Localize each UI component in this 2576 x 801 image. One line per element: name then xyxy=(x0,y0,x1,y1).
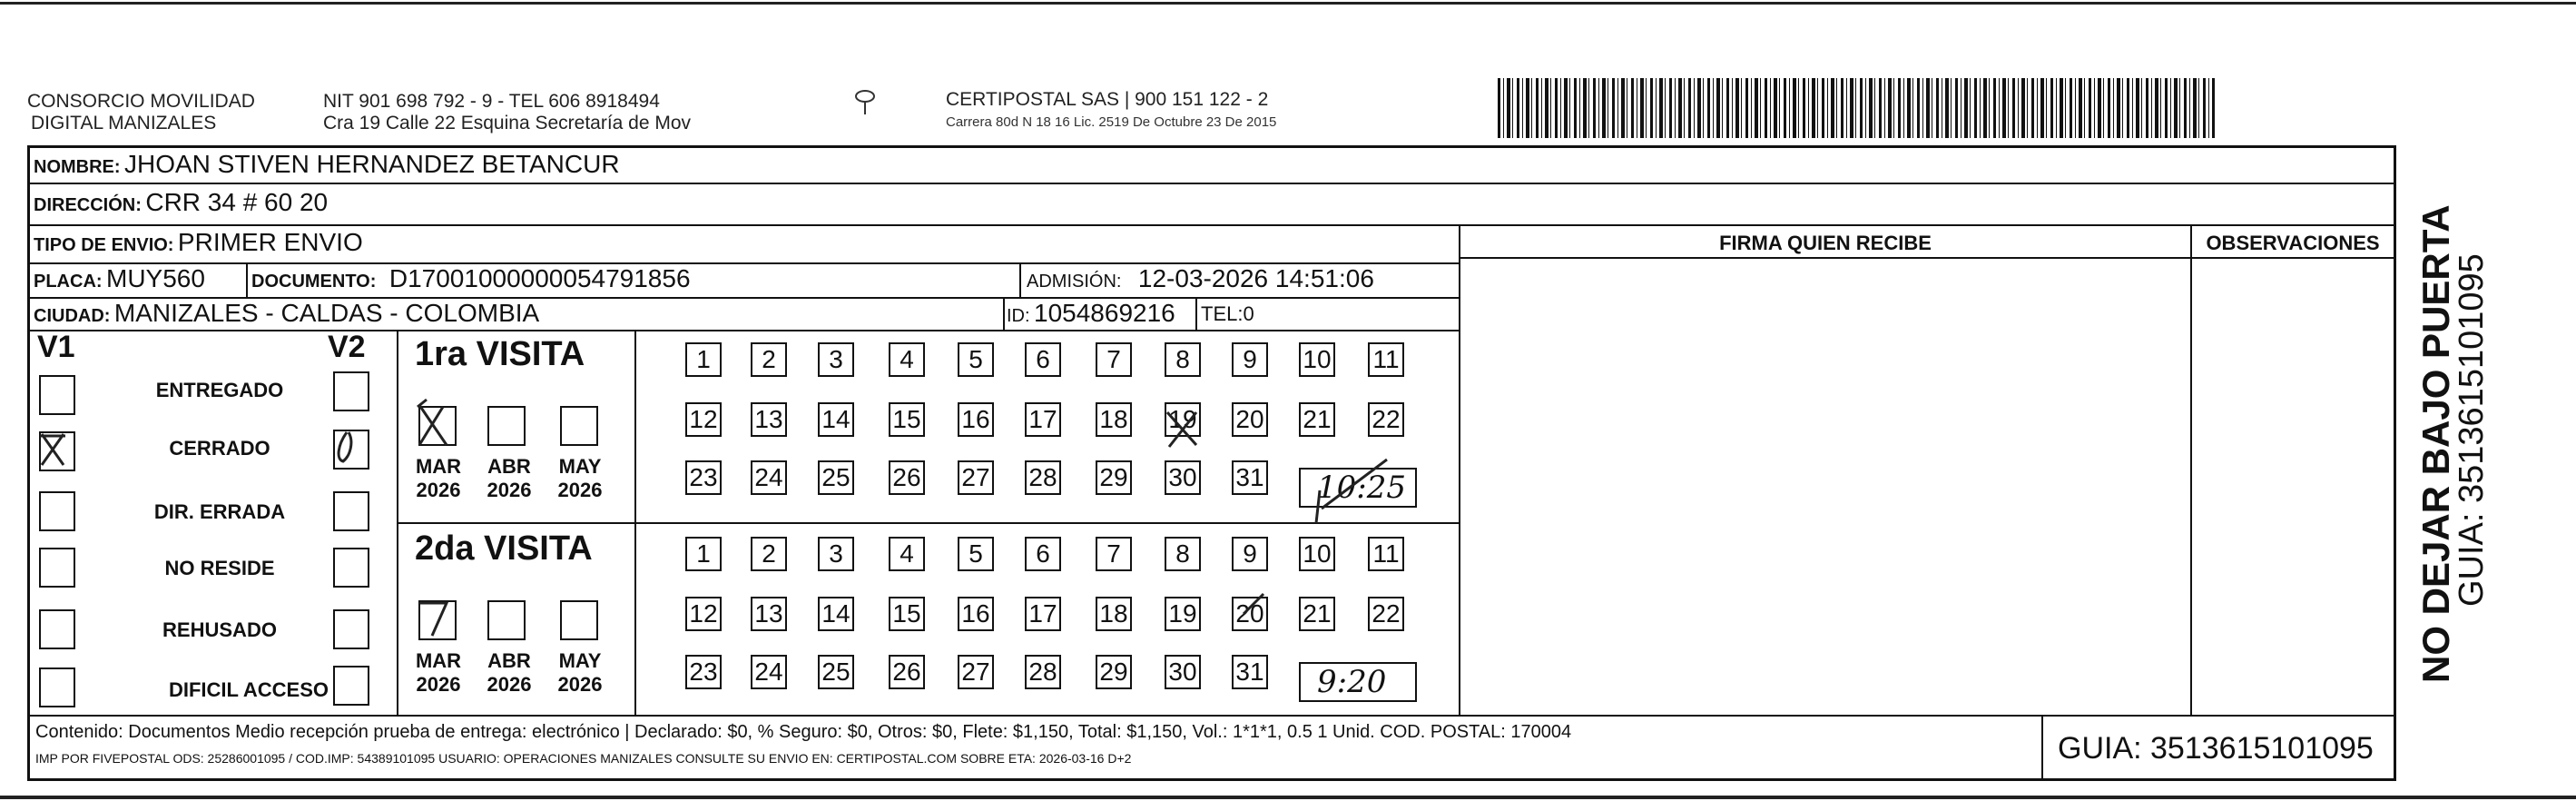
second-visit-day-1-3[interactable]: 3 xyxy=(818,537,854,571)
first-visit-time-handwritten[interactable]: 10:25 xyxy=(1299,468,1417,508)
first-visit-day-1-4[interactable]: 4 xyxy=(889,342,925,377)
carrier-address: Carrera 80d N 18 16 Lic. 2519 De Octubre 23 De 2015 xyxy=(946,114,1277,130)
signature-area[interactable] xyxy=(1460,259,2190,713)
tel-field: TEL:0 xyxy=(1201,302,1254,325)
first-visit-day-3-3[interactable]: 25 xyxy=(818,460,854,495)
v1-entregado-checkbox[interactable] xyxy=(39,375,75,415)
v1-dificil-acceso-checkbox[interactable] xyxy=(39,668,75,707)
admision-value: 12-03-2026 14:51:06 xyxy=(1137,264,1374,292)
direccion-row: DIRECCIÓN: CRR 34 # 60 20 xyxy=(34,188,329,216)
first-visit-day-1-2[interactable]: 2 xyxy=(751,342,787,377)
second-visit-day-3-6[interactable]: 28 xyxy=(1025,655,1061,689)
ciudad-field: CIUDAD: MANIZALES - CALDAS - COLOMBIA xyxy=(34,299,540,327)
second-visit-day-2-10[interactable]: 21 xyxy=(1299,597,1335,631)
second-visit-day-2-6[interactable]: 17 xyxy=(1025,597,1061,631)
second-visit-day-3-8[interactable]: 30 xyxy=(1165,655,1201,689)
first-visit-day-1-3[interactable]: 3 xyxy=(818,342,854,377)
second-visit-day-2-4[interactable]: 15 xyxy=(889,597,925,631)
ciudad-value: MANIZALES - CALDAS - COLOMBIA xyxy=(113,299,540,327)
status-entregado: ENTREGADO xyxy=(155,379,284,401)
v2-dificil-acceso-checkbox[interactable] xyxy=(333,666,369,706)
observaciones-area[interactable] xyxy=(2192,259,2394,713)
tel-value: 0 xyxy=(1243,302,1254,325)
carrier-name: CERTIPOSTAL SAS | 900 151 122 - 2 xyxy=(946,89,1269,110)
first-visit-abr-checkbox[interactable] xyxy=(487,406,526,446)
no-dejar-bajo-puerta-text: NO DEJAR BAJO PUERTA xyxy=(2414,204,2457,683)
address-line: Cra 19 Calle 22 Esquina Secretaría de Mov xyxy=(323,113,692,134)
contenido-text: Contenido: Documentos Medio recepción prueba de entrega: electrónico | Declarado: $0, % Seguro: $0, Otros: $0, Flete: $1,150, Total: $1,150, Vol.: 1*1*1, 0.5 1 Unid. COD. POSTAL: 170004 xyxy=(35,722,1572,742)
first-visit-may-checkbox[interactable] xyxy=(560,406,598,446)
first-visit-may-label: MAY 2026 xyxy=(557,455,603,501)
first-visit-day-1-11[interactable]: 11 xyxy=(1368,342,1404,377)
status-no-reside: NO RESIDE xyxy=(164,557,275,579)
first-visit-day-2-6[interactable]: 17 xyxy=(1025,402,1061,437)
status-rehusado: REHUSADO xyxy=(162,618,277,641)
first-visit-title: 1ra VISITA xyxy=(415,335,585,373)
second-visit-day-2-11[interactable]: 22 xyxy=(1368,597,1404,631)
nombre-row: NOMBRE: JHOAN STIVEN HERNANDEZ BETANCUR xyxy=(34,150,620,178)
first-visit-day-1-6[interactable]: 6 xyxy=(1025,342,1061,377)
id-value: 1054869216 xyxy=(1034,299,1175,327)
first-visit-day-1-5[interactable]: 5 xyxy=(958,342,994,377)
second-visit-day-3-4[interactable]: 26 xyxy=(889,655,925,689)
second-visit-day-2-7[interactable]: 18 xyxy=(1096,597,1132,631)
barcode xyxy=(1498,78,2215,138)
second-visit-day-3-5[interactable]: 27 xyxy=(958,655,994,689)
second-visit-day-3-2[interactable]: 24 xyxy=(751,655,787,689)
second-visit-day-1-5[interactable]: 5 xyxy=(958,537,994,571)
first-visit-day-3-7[interactable]: 29 xyxy=(1096,460,1132,495)
second-visit-day-2-3[interactable]: 14 xyxy=(818,597,854,631)
placa-field: PLACA: MUY560 xyxy=(34,264,205,292)
second-visit-time-handwritten[interactable]: 9:20 xyxy=(1299,662,1417,702)
v2-dir-errada-checkbox[interactable] xyxy=(333,491,369,531)
first-visit-day-2-2[interactable]: 13 xyxy=(751,402,787,437)
second-visit-day-1-4[interactable]: 4 xyxy=(889,537,925,571)
v1-cerrado-checkbox[interactable] xyxy=(39,431,75,471)
v2-label: V2 xyxy=(328,330,366,364)
firma-header: FIRMA QUIEN RECIBE xyxy=(1719,232,1932,254)
v2-entregado-checkbox[interactable] xyxy=(333,371,369,411)
first-visit-day-2-3[interactable]: 14 xyxy=(818,402,854,437)
second-visit-day-2-8[interactable]: 19 xyxy=(1165,597,1201,631)
admision-field: ADMISIÓN: 12-03-2026 14:51:06 xyxy=(1027,264,1374,292)
first-visit-abr-label: ABR 2026 xyxy=(487,455,532,501)
footer-guia: GUIA: 3513615101095 xyxy=(2058,731,2374,766)
first-visit-day-3-5[interactable]: 27 xyxy=(958,460,994,495)
id-field: ID: 1054869216 xyxy=(1007,299,1175,327)
second-visit-day-2-2[interactable]: 13 xyxy=(751,597,787,631)
first-visit-day-2-9[interactable]: 20 xyxy=(1232,402,1268,437)
first-visit-day-1-7[interactable]: 7 xyxy=(1096,342,1132,377)
tipo-envio-row: TIPO DE ENVIO: PRIMER ENVIO xyxy=(34,228,363,256)
second-visit-abr-checkbox[interactable] xyxy=(487,600,526,640)
first-visit-day-2-7[interactable]: 18 xyxy=(1096,402,1132,437)
second-visit-day-1-7[interactable]: 7 xyxy=(1096,537,1132,571)
v1-no-reside-checkbox[interactable] xyxy=(39,548,75,588)
first-visit-day-2-1[interactable]: 12 xyxy=(685,402,722,437)
side-guia-text: GUIA: 3513615101095 xyxy=(2453,253,2491,607)
status-dir-errada: DIR. ERRADA xyxy=(153,500,286,523)
placa-value: MUY560 xyxy=(106,264,205,292)
carrier-logo-icon xyxy=(851,87,879,124)
second-visit-day-3-7[interactable]: 29 xyxy=(1096,655,1132,689)
nit-line: NIT 901 698 792 - 9 - TEL 606 8918494 xyxy=(323,91,660,112)
direccion-value: CRR 34 # 60 20 xyxy=(145,188,329,216)
v2-cerrado-checkbox[interactable] xyxy=(333,430,369,470)
first-visit-day-3-1[interactable]: 23 xyxy=(685,460,722,495)
second-visit-day-3-1[interactable]: 23 xyxy=(685,655,722,689)
first-visit-day-3-9[interactable]: 31 xyxy=(1232,460,1268,495)
first-visit-day-3-4[interactable]: 26 xyxy=(889,460,925,495)
second-visit-may-label: MAY 2026 xyxy=(557,649,603,696)
observaciones-header: OBSERVACIONES xyxy=(2206,232,2380,254)
second-visit-title: 2da VISITA xyxy=(415,529,593,568)
first-visit-day-2-5[interactable]: 16 xyxy=(958,402,994,437)
tipo-envio-value: PRIMER ENVIO xyxy=(177,228,363,256)
company-name-line2: DIGITAL MANIZALES xyxy=(31,113,217,134)
delivery-form xyxy=(27,145,2396,781)
second-visit-day-2-5[interactable]: 16 xyxy=(958,597,994,631)
first-visit-day-3-8[interactable]: 30 xyxy=(1165,460,1201,495)
documento-field: DOCUMENTO: D17001000000054791856 xyxy=(251,264,691,292)
documento-value: D17001000000054791856 xyxy=(388,264,691,292)
second-visit-day-1-2[interactable]: 2 xyxy=(751,537,787,571)
first-visit-day-1-8[interactable]: 8 xyxy=(1165,342,1201,377)
second-visit-day-2-1[interactable]: 12 xyxy=(685,597,722,631)
second-visit-may-checkbox[interactable] xyxy=(560,600,598,640)
first-visit-day-1-9[interactable]: 9 xyxy=(1232,342,1268,377)
second-visit-day-1-8[interactable]: 8 xyxy=(1165,537,1201,571)
second-visit-day-3-3[interactable]: 25 xyxy=(818,655,854,689)
second-visit-abr-label: ABR 2026 xyxy=(487,649,532,696)
first-visit-mar-label: MAR 2026 xyxy=(415,455,462,501)
first-visit-day-3-2[interactable]: 24 xyxy=(751,460,787,495)
first-visit-day-2-11[interactable]: 22 xyxy=(1368,402,1404,437)
second-visit-day-1-9[interactable]: 9 xyxy=(1232,537,1268,571)
second-visit-mar-checkbox[interactable] xyxy=(418,600,457,640)
first-visit-day-2-10[interactable]: 21 xyxy=(1299,402,1335,437)
second-visit-day-2-9[interactable]: 20 xyxy=(1232,597,1268,631)
first-visit-day-3-6[interactable]: 28 xyxy=(1025,460,1061,495)
second-visit-day-3-9[interactable]: 31 xyxy=(1232,655,1268,689)
first-visit-day-2-8[interactable]: 19 xyxy=(1165,402,1201,437)
scan-edge-bottom xyxy=(0,796,2576,799)
second-visit-day-1-1[interactable]: 1 xyxy=(685,537,722,571)
scan-edge-top xyxy=(0,2,2576,5)
first-visit-mar-checkbox[interactable] xyxy=(418,406,457,446)
imp-text: IMP POR FIVEPOSTAL ODS: 25286001095 / COD.IMP: 54389101095 USUARIO: OPERACIONES MANIZALES CONSULTE SU ENVIO EN: CERTIPOSTAL.COM SOBRE ETA: 2026-03-16 D+2 xyxy=(35,751,1132,766)
second-visit-day-1-6[interactable]: 6 xyxy=(1025,537,1061,571)
second-visit-day-1-11[interactable]: 11 xyxy=(1368,537,1404,571)
first-visit-day-1-1[interactable]: 1 xyxy=(685,342,722,377)
first-visit-day-2-4[interactable]: 15 xyxy=(889,402,925,437)
company-name-line1: CONSORCIO MOVILIDAD xyxy=(27,91,255,112)
nombre-value: JHOAN STIVEN HERNANDEZ BETANCUR xyxy=(124,150,620,178)
second-visit-day-1-10[interactable]: 10 xyxy=(1299,537,1335,571)
second-visit-mar-label: MAR 2026 xyxy=(415,649,462,696)
v1-label: V1 xyxy=(37,330,75,364)
status-cerrado: CERRADO xyxy=(169,437,270,460)
status-dificil-acceso: DIFICIL ACCESO xyxy=(168,678,329,701)
v1-rehusado-checkbox[interactable] xyxy=(39,609,75,649)
v2-rehusado-checkbox[interactable] xyxy=(333,609,369,649)
v1-dir-errada-checkbox[interactable] xyxy=(39,491,75,531)
first-visit-day-1-10[interactable]: 10 xyxy=(1299,342,1335,377)
v2-no-reside-checkbox[interactable] xyxy=(333,548,369,588)
